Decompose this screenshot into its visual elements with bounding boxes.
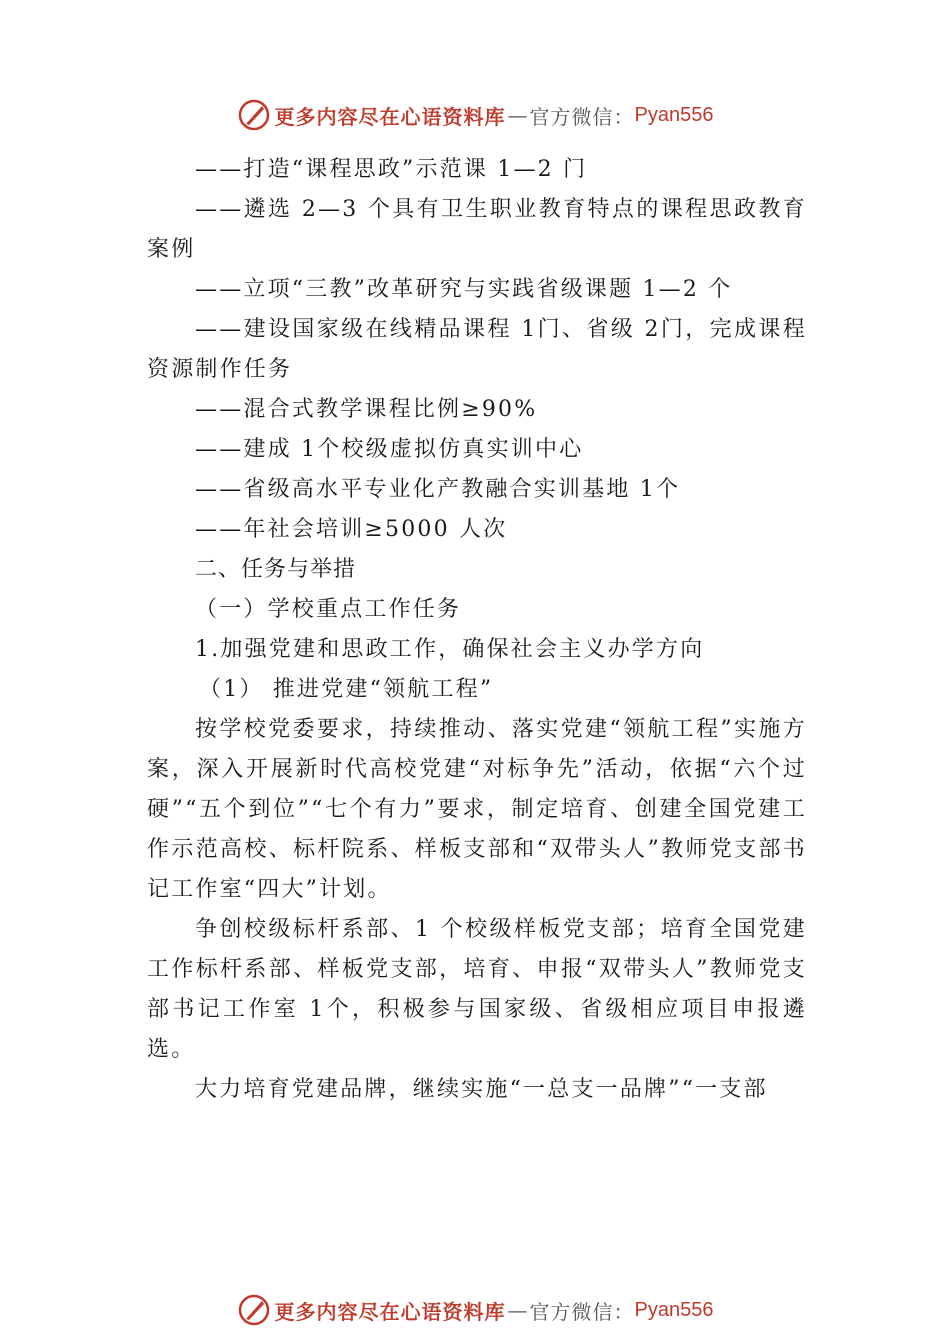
paragraph: ——混合式教学课程比例≥90% — [195, 397, 538, 422]
banner-separator: — — [507, 1298, 528, 1322]
paragraph: 1.加强党建和思政工作，确保社会主义办学方向 — [195, 637, 705, 662]
header-banner — [0, 95, 950, 135]
document-body — [147, 150, 807, 1110]
banner-title: 更多内容尽在心语资料库 — [274, 104, 506, 129]
paragraph: ——建设国家级在线精品课程 1门、省级 2门，完成课程资源制作任务 — [147, 317, 807, 382]
footer-banner — [0, 1290, 950, 1330]
paragraph: 争创校级标杆系部、1 个校级样板党支部；培育全国党建工作标杆系部、样板党支部，培育、申报“双带头人”教师党支部书记工作室 1个，积极参与国家级、省级相应项目申报遴选。 — [147, 917, 807, 1062]
paragraph: ——建成 1个校级虚拟仿真实训中心 — [195, 437, 584, 462]
feather-pen-seal-icon — [237, 98, 271, 132]
paragraph: （1） 推进党建“领航工程” — [199, 677, 494, 702]
paragraph: ——年社会培训≥5000 人次 — [195, 517, 508, 542]
banner-wechat-id: Pyan556 — [634, 103, 714, 126]
paragraph: 大力培育党建品牌，继续实施“一总支一品牌”“一支部 — [195, 1077, 768, 1102]
banner-title: 更多内容尽在心语资料库 — [274, 1299, 506, 1324]
banner-wechat-label: 官方微信： — [529, 104, 635, 129]
paragraph: ——遴选 2—3 个具有卫生职业教育特点的课程思政教育案例 — [147, 197, 807, 262]
paragraph: 按学校党委要求，持续推动、落实党建“领航工程”实施方案，深入开展新时代高校党建“对标争先”活动，依据“六个过硬”“五个到位”“七个有力”要求，制定培育、创建全国党建工作示范高校、标杆院系、样板支部和“双带头人”教师党支部书记工作室“四大”计划。 — [147, 717, 807, 902]
banner-wechat-id: Pyan556 — [634, 1298, 714, 1321]
paragraph: ——省级高水平专业化产教融合实训基地 1个 — [195, 477, 681, 502]
feather-pen-seal-icon — [237, 1293, 271, 1327]
paragraph: （一）学校重点工作任务 — [195, 597, 462, 622]
section-heading: 二、任务与举措 — [195, 557, 357, 582]
banner-wechat-label: 官方微信： — [529, 1299, 635, 1324]
paragraph: ——立项“三教”改革研究与实践省级课题 1—2 个 — [195, 277, 733, 302]
banner-separator: — — [507, 103, 528, 127]
paragraph: ——打造“课程思政”示范课 1—2 门 — [195, 157, 588, 182]
